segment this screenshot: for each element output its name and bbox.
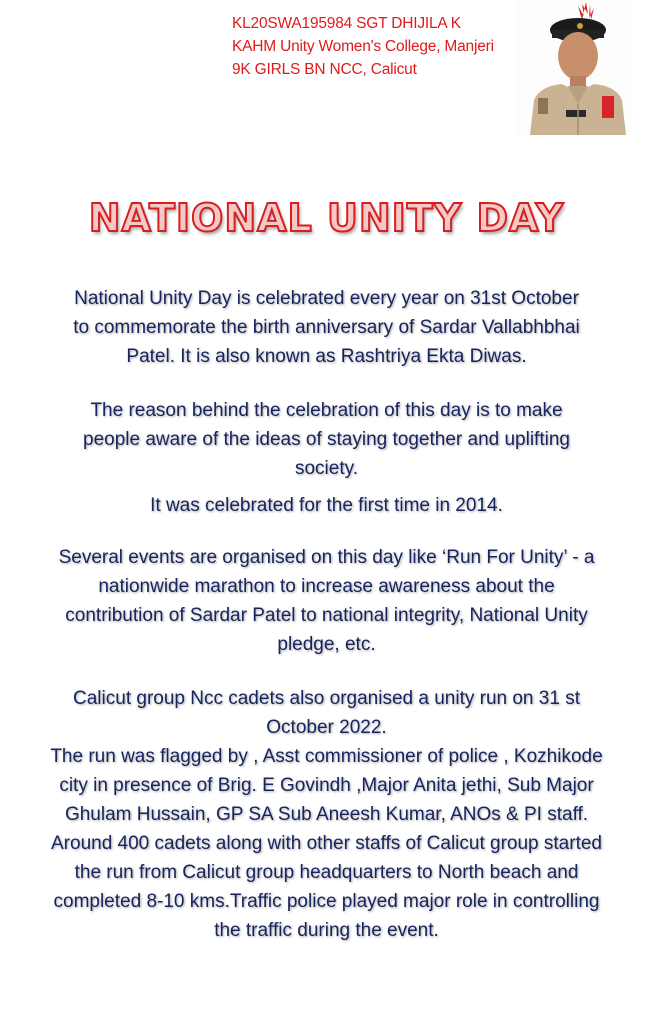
text-line: people aware of the ideas of staying together and uplifting <box>83 429 570 450</box>
paragraph-events <box>0 543 653 659</box>
text-line: October 2022. <box>266 717 387 738</box>
text-line: pledge, etc. <box>277 634 376 655</box>
page-title: NATIONAL UNITY DAY <box>88 196 565 240</box>
text-line: society. <box>294 458 358 479</box>
text-line: Around 400 cadets along with other staffs of Calicut group started <box>51 833 602 854</box>
text-line: Calicut group Ncc cadets also organised a unity run on 31 st <box>73 688 580 709</box>
text-line: to commemorate the birth anniversary of Sardar Vallabhbhai <box>73 317 580 338</box>
text-line: contribution of Sardar Patel to national integrity, National Unity <box>65 605 588 626</box>
author-info <box>232 12 494 81</box>
cadet-portrait-image <box>516 0 634 135</box>
cadet-photo <box>516 0 634 135</box>
text-line: completed 8-10 kms.Traffic police played major role in controlling <box>53 891 600 912</box>
text-line: National Unity Day is celebrated every year on 31st October <box>74 288 579 309</box>
paragraph-first-time <box>0 491 653 520</box>
text-line: city in presence of Brig. E Govindh ,Major Anita jethi, Sub Major <box>59 775 594 796</box>
paragraph-calicut-run <box>0 684 653 945</box>
text-line: It was celebrated for the first time in 2014. <box>150 495 503 516</box>
paragraph-reason <box>0 396 653 483</box>
text-line: The run was flagged by , Asst commissioner of police , Kozhikode <box>50 746 603 767</box>
text-line: Several events are organised on this day like ‘Run For Unity’ - a <box>58 547 595 568</box>
author-battalion: 9K GIRLS BN NCC, Calicut <box>232 61 417 78</box>
text-line: the run from Calicut group headquarters to North beach and <box>74 862 579 883</box>
text-line: The reason behind the celebration of this day is to make <box>90 400 563 421</box>
text-line: nationwide marathon to increase awareness about the <box>98 576 555 597</box>
author-id-name: KL20SWA195984 SGT DHIJILA K <box>232 15 461 32</box>
text-line: the traffic during the event. <box>214 920 439 941</box>
text-line: Ghulam Hussain, GP SA Sub Aneesh Kumar, ANOs & PI staff. <box>64 804 589 825</box>
author-college: KAHM Unity Women's College, Manjeri <box>232 38 494 55</box>
paragraph-intro <box>0 284 653 371</box>
text-line: Patel. It is also known as Rashtriya Ekta Diwas. <box>126 346 527 367</box>
